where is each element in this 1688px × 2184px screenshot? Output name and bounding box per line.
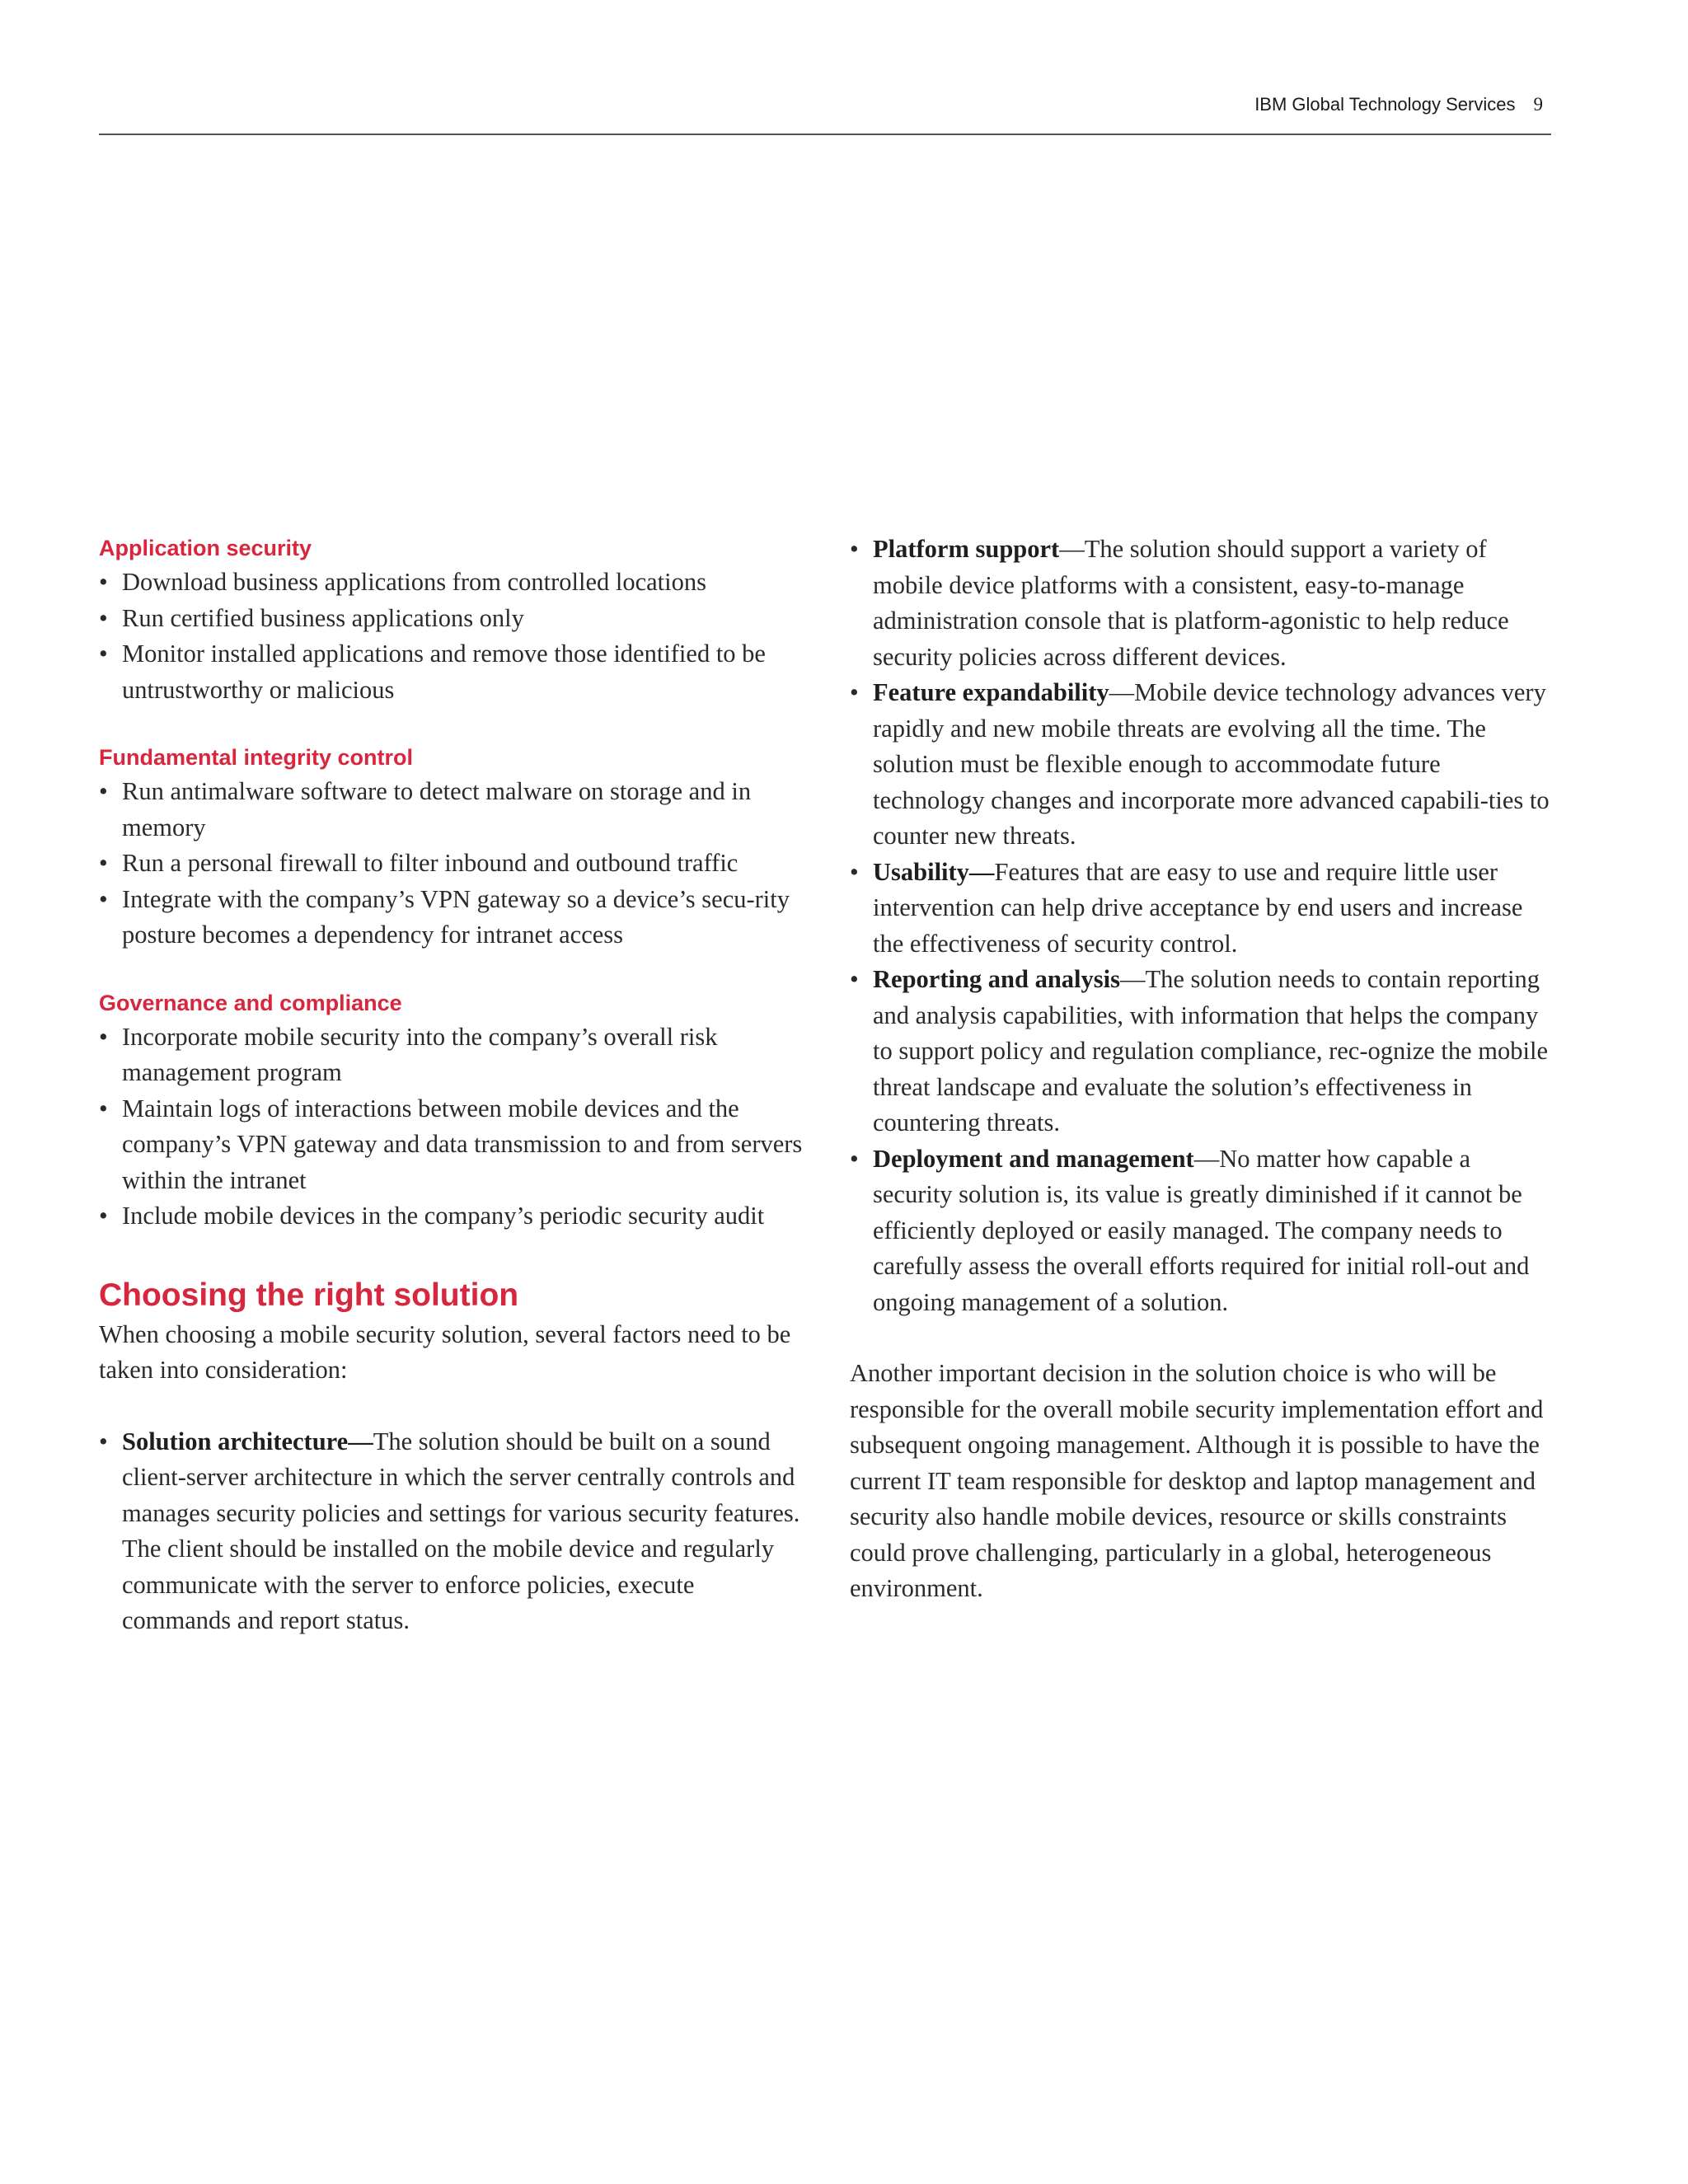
page-header: [99, 92, 1551, 135]
list-item: • Incorporate mobile security into the company’s overall risk management program: [99, 1019, 808, 1091]
term-reporting-analysis: Reporting and analysis: [873, 965, 1120, 993]
list-item: • Maintain logs of interactions between mobile devices and the company’s VPN gateway and data transmission to and from servers within the intranet: [99, 1091, 808, 1199]
governance-list: [99, 1019, 808, 1235]
choosing-intro: When choosing a mobile security solution, several factors need to be taken into consideration:: [99, 1319, 791, 1384]
list-item: [850, 675, 1554, 855]
list-item: • Integrate with the company’s VPN gateway so a device’s secu-rity posture becomes a dependency for intranet access: [99, 882, 808, 954]
list-item: [850, 962, 1554, 1141]
list-item: • Run certified business applications only: [99, 601, 808, 637]
subhead-fundamental-integrity: Fundamental integrity control: [99, 745, 414, 770]
deployment-management-text: —No matter how capable a security solution is, its value is greatly diminished if it cannot be efficiently deployed or easily managed. The company needs to carefully assess the overall efforts required for initial roll-out and ongoing management of a solution.: [873, 1144, 1530, 1316]
subhead-application-security: Application security: [99, 536, 312, 560]
feature-expandability-text: —Mobile device technology advances very rapidly and new mobile threats are evolving all the time. The solution must be flexible enough to accommodate future technology changes and incorporate more advanced capabili-ties to counter new threats.: [873, 678, 1550, 850]
header-right: [1254, 92, 1543, 117]
term-platform-support: Platform support: [873, 535, 1060, 563]
platform-support-text: —The solution should support a variety of mobile device platforms with a consistent, easy-to-manage administration console that is platform-agonistic to help reduce security policies across different devices.: [873, 535, 1509, 671]
section-title-choosing-solution: Choosing the right solution: [99, 1277, 519, 1313]
term-solution-architecture: Solution architecture—: [122, 1427, 373, 1455]
term-usability: Usability—: [873, 857, 995, 886]
list-item: • Download business applications from controlled locations: [99, 565, 808, 601]
application-security-list: [99, 565, 808, 708]
right-column: [850, 532, 1554, 1607]
left-column: [99, 532, 808, 1639]
subhead-governance-compliance: Governance and compliance: [99, 990, 402, 1015]
header-org-name: IBM Global Technology Services: [1254, 94, 1516, 115]
page-number: 9: [1533, 94, 1543, 115]
usability-text: Features that are easy to use and require little user intervention can help drive acceptance by end users and increase the effectiveness of security control.: [873, 857, 1523, 958]
integrity-control-list: [99, 774, 808, 954]
closing-paragraph: Another important decision in the solution choice is who will be responsible for the overall mobile security implementation effort and subsequent ongoing management. Although it is possible to have the current IT team responsible for desktop and laptop management and security also handle mobile devices, resource or skills constraints could prove challenging, particularly in a global, heterogeneous environment.: [850, 1359, 1544, 1602]
list-item: • Run antimalware software to detect malware on storage and in memory: [99, 774, 808, 846]
solution-factor-list-continued: [850, 532, 1554, 1320]
solution-factor-list: [99, 1424, 808, 1639]
list-item: [850, 532, 1554, 675]
list-item: • Run a personal firewall to filter inbound and outbound traffic: [99, 846, 808, 882]
list-item: [850, 855, 1554, 963]
term-deployment-management: Deployment and management: [873, 1144, 1194, 1173]
list-item: [99, 1424, 808, 1639]
list-item: • Include mobile devices in the company’s periodic security audit: [99, 1198, 808, 1235]
term-feature-expandability: Feature expandability: [873, 678, 1109, 706]
list-item: [850, 1141, 1554, 1321]
reporting-analysis-text: —The solution needs to contain reporting and analysis capabilities, with information that helps the company to support policy and regulation compliance, rec-ognize the mobile threat landscape and evaluate the solution’s effectiveness in countering threats.: [873, 965, 1549, 1137]
list-item: • Monitor installed applications and remove those identified to be untrustworthy or malicious: [99, 636, 808, 708]
solution-architecture-text: The solution should be built on a sound client-server architecture in which the server centrally controls and manages security policies and settings for various security features. The client should be installed on the mobile device and regularly communicate with the server to enforce policies, execute commands and report status.: [122, 1427, 800, 1634]
